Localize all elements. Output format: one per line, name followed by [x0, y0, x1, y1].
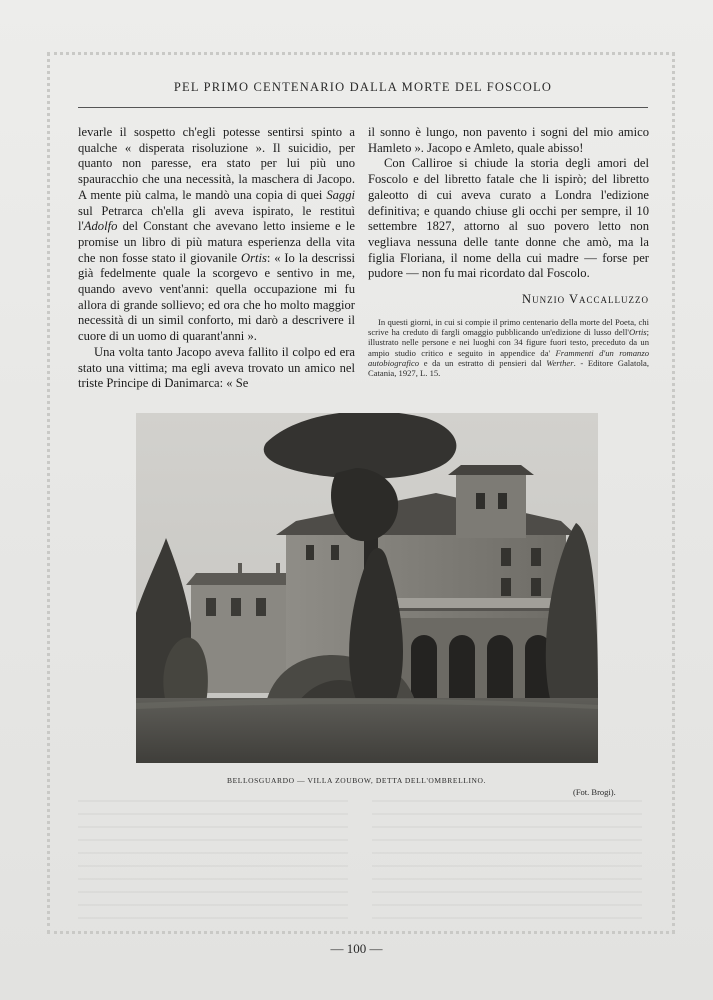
photo-caption: BELLOSGUARDO — VILLA ZOUBOW, DETTA DELL'OMBRELLINO.	[227, 776, 487, 785]
right-paragraph-2: Con Calliroe si chiude la storia degli amori del Foscolo e del libretto fatale che li ispirò; del libretto galeotto di cui aveva curato a Londra l'edizione definitiva; e quando chiuse gli occhi per sempre, il 10 settembre 1827, attorno al suo povero letto non vegliava nessuna delle tante donne che amò, ma la figlia Floriana, il nome della cui madre — forse per pudore — non fu mai ricordato dal Foscolo.	[368, 156, 649, 281]
footnote: In questi giorni, in cui si compie il primo centenario della morte del Poeta, chi scrive ha creduto di fargli omaggio pubblicando un'edizione di lusso dell'Ortis; illustrato nelle persone e nei luoghi con 34 figure fuori testo, preceduto da un ampio studio critico e seguito in appendice da' Frammenti d'un romanzo autobiografico e da un estratto di pensieri dal Werther. - Editore Galatola, Catania, 1927, L. 15.	[368, 316, 649, 379]
running-head: PEL PRIMO CENTENARIO DALLA MORTE DEL FOSCOLO	[173, 80, 553, 94]
header-rule	[78, 107, 648, 108]
right-paragraph-1: il sonno è lungo, non pavento i sogni del mio amico Hamleto ». Jacopo e Amleto, quale abisso!	[368, 125, 649, 155]
left-paragraph-1: levarle il sospetto ch'egli potesse sentirsi spinto a qualche « disperata risoluzione ». Il suicidio, per quanto non paresse, era stato per lui più uno spauracchio che una necessità, la maschera di Jacopo. A mente più calma, le mandò una copia di quei Saggi sul Petrarca ch'ella gli aveva ispirato, le restituì l'Adolfo del Constant che avevano letto insieme e le promise un libro di più matura esperienza della vita che non fosse stato il giovanile Ortis: « Io la descrissi già fedelmente quale la scorgevo e sentivo in me, quando avevo vent'anni: quella occupazione mi fu allora di grande sollievo; ed ora che ho molto maggior necessità di un simil conforto, mi darò a descrivere il cuore di un uomo di quarant'anni ».	[78, 125, 355, 344]
villa-photograph	[136, 413, 598, 763]
show-through-text	[78, 800, 348, 920]
right-column	[368, 125, 649, 379]
left-column	[78, 125, 355, 392]
page-number: — 100 —	[330, 941, 383, 956]
show-through-text	[372, 800, 642, 920]
left-paragraph-2: Una volta tanto Jacopo aveva fallito il colpo ed era stato una vittima; ma egli aveva trovato un amico nel triste Principe di Danimarca: « Se	[78, 344, 355, 391]
author-signature: Nunzio Vaccalluzzo	[522, 292, 649, 307]
photo-credit: (Fot. Brogi).	[573, 787, 616, 797]
